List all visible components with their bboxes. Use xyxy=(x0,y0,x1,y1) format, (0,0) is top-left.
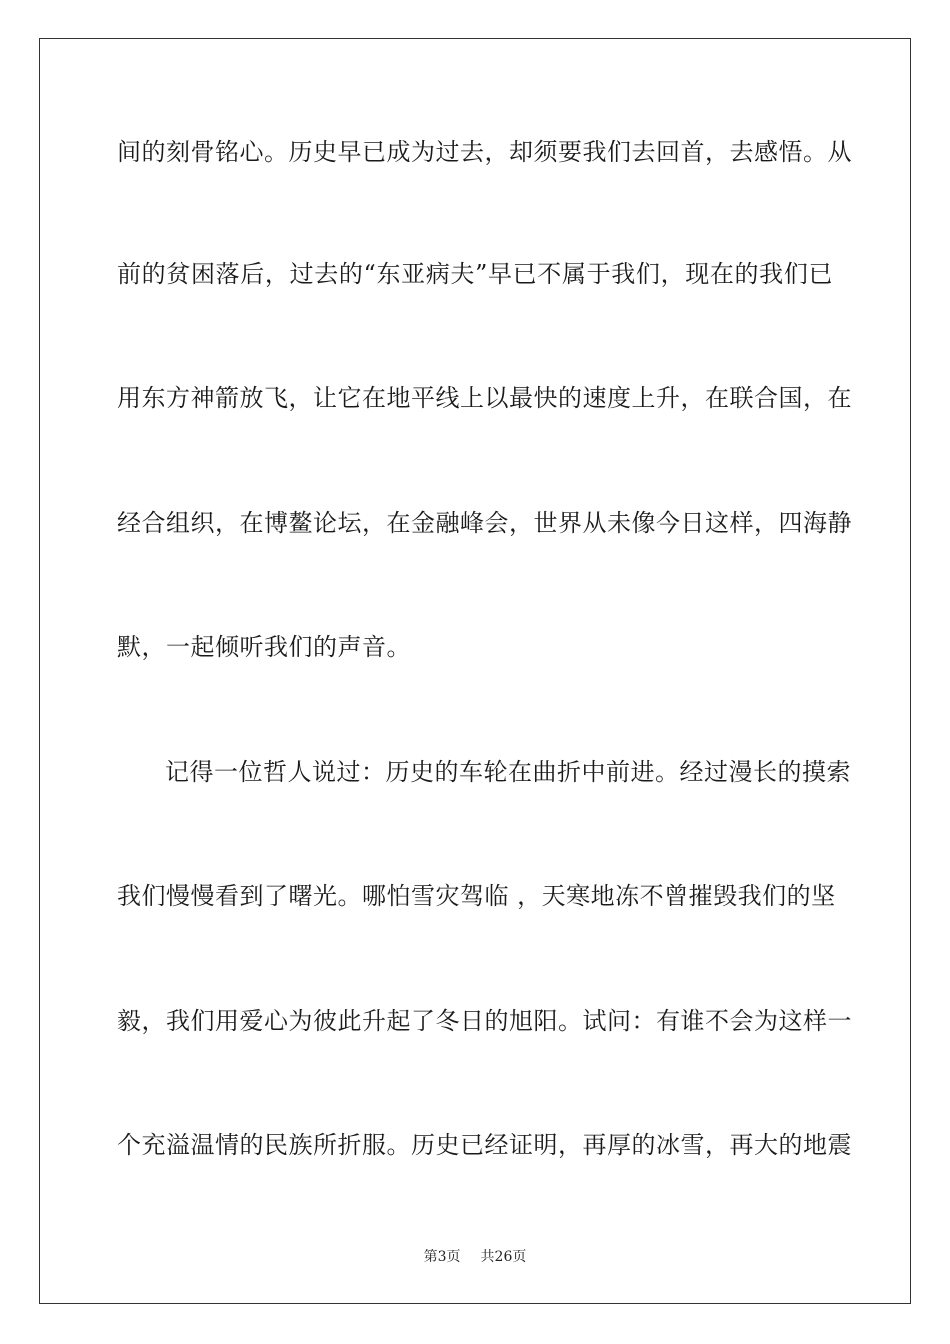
paragraph-line: 间的刻骨铭心。历史早已成为过去，却须要我们去回首，去感悟。从 xyxy=(117,138,852,166)
page-number: 第3页 xyxy=(423,1249,461,1265)
page-footer xyxy=(0,1247,950,1267)
page-border xyxy=(39,38,911,1304)
paragraph-line: 我们慢慢看到了曙光。哪怕雪灾驾临 ，天寒地冻不曾摧毁我们的坚 xyxy=(117,882,836,910)
total-pages: 共26页 xyxy=(480,1249,527,1265)
paragraph-line: 毅，我们用爱心为彼此升起了冬日的旭阳。试问：有谁不会为这样一 xyxy=(117,1007,852,1035)
paragraph-line: 记得一位哲人说过：历史的车轮在曲折中前进。经过漫长的摸索 xyxy=(165,758,851,786)
paragraph-line: 经合组织，在博鳌论坛，在金融峰会，世界从未像今日这样，四海静 xyxy=(117,509,852,537)
paragraph-line: 前的贫困落后，过去的“东亚病夫”早已不属于我们，现在的我们已 xyxy=(117,260,833,288)
paragraph-line: 个充溢温情的民族所折服。历史已经证明，再厚的冰雪，再大的地震 xyxy=(117,1131,852,1159)
paragraph-line: 默，一起倾听我们的声音。 xyxy=(117,633,411,661)
paragraph-line: 用东方神箭放飞，让它在地平线上以最快的速度上升，在联合国，在 xyxy=(117,384,852,412)
